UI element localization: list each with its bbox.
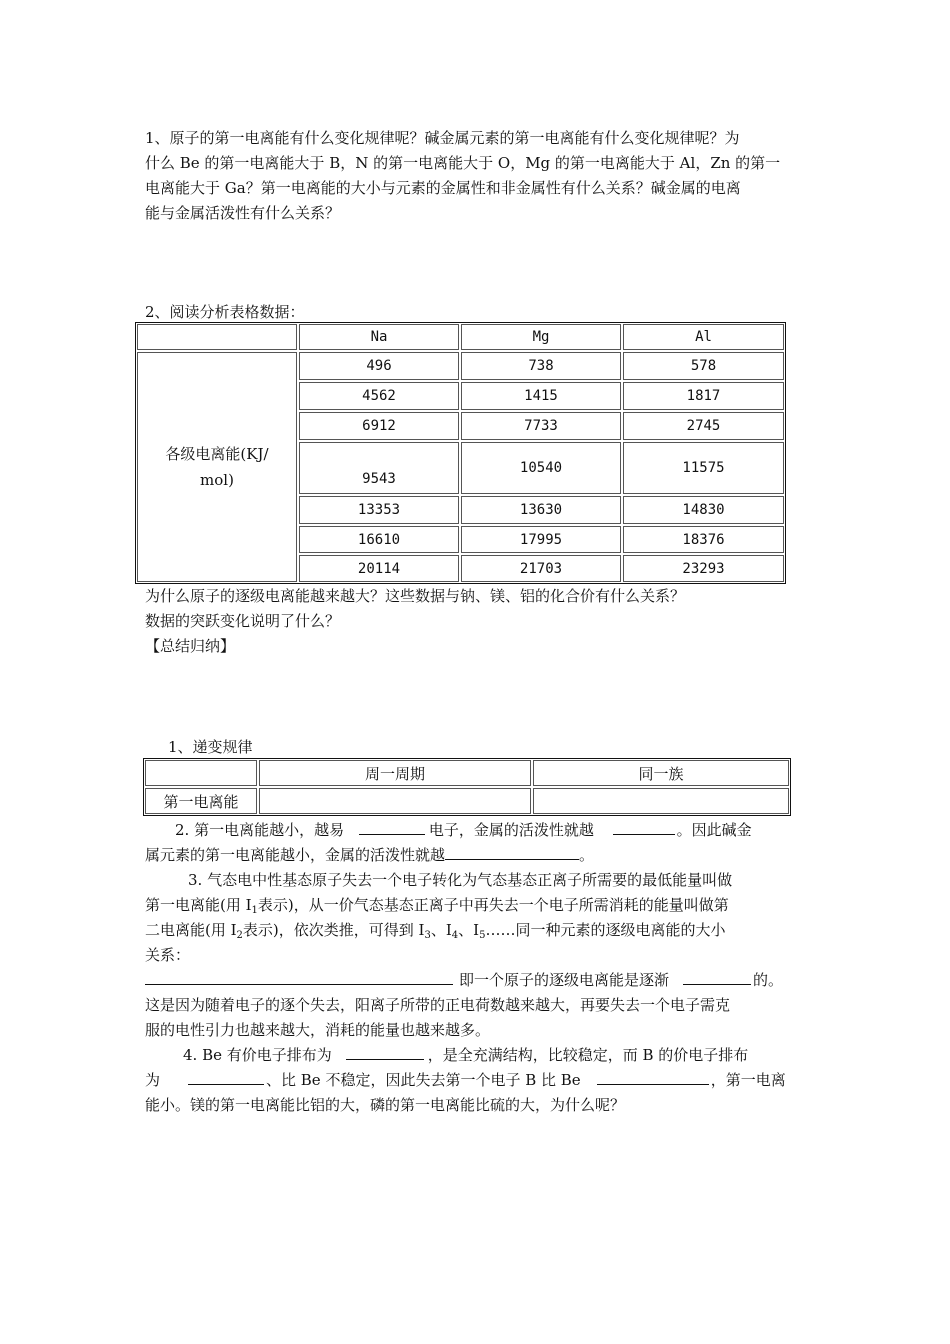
p3-text-c3: 、I <box>430 921 452 939</box>
p2-line-1 <box>175 818 752 842</box>
trend-answer-group[interactable] <box>533 788 789 814</box>
p3-text-e1: 即一个原子的逐级电离能是逐渐 <box>459 971 670 989</box>
p2-text-e: 。 <box>579 846 595 864</box>
value-cell: 738 <box>461 352 621 380</box>
value-cell: 23293 <box>623 555 784 582</box>
p2-text-b: 电子，金属的活泼性就越 <box>428 821 594 839</box>
value-cell: 10540 <box>461 442 621 494</box>
blank-alkali-activity[interactable] <box>445 843 579 860</box>
value-cell: 17995 <box>461 526 621 553</box>
p3-text-c4: 、I <box>458 921 480 939</box>
row-label-line-1: 各级电离能(KJ/ <box>165 445 269 463</box>
subscript: 1 <box>251 905 258 916</box>
header-al: Al <box>623 324 784 350</box>
p3-line-5 <box>145 968 783 992</box>
q2-heading: 2、阅读分析表格数据： <box>145 303 305 321</box>
p3-line-4: 关系： <box>145 946 191 964</box>
value-cell: 1415 <box>461 382 621 410</box>
blank-lose-electron[interactable] <box>359 818 425 835</box>
value-cell: 1817 <box>623 382 784 410</box>
p4-line-1 <box>183 1043 748 1067</box>
p3-line-2 <box>145 893 729 917</box>
q2-question-2: 数据的突跃变化说明了什么？ <box>145 612 341 630</box>
value-cell: 9543 <box>299 442 459 494</box>
q1-line-1: 1、原子的第一电离能有什么变化规律呢？碱金属元素的第一电离能有什么变化规律呢？为 <box>145 129 740 147</box>
value-cell: 578 <box>623 352 784 380</box>
p4-text-e: ，第一电离 <box>710 1071 786 1089</box>
value-cell: 13353 <box>299 496 459 524</box>
p4-text-b: ，是全充满结构，比较稳定，而 B 的价电子排布 <box>427 1046 749 1064</box>
value-cell: 7733 <box>461 412 621 440</box>
header-mg: Mg <box>461 324 621 350</box>
blank-b-config[interactable] <box>188 1068 264 1085</box>
value-cell: 496 <box>299 352 459 380</box>
p4-line-3: 能小。镁的第一电离能比铝的大，磷的第一电离能比硫的大，为什么呢？ <box>145 1096 626 1114</box>
p3-line-6: 这是因为随着电子的逐个失去，阳离子所带的正电荷数越来越大，再要失去一个电子需克 <box>145 996 731 1014</box>
value-cell: 11575 <box>623 442 784 494</box>
q1-line-2: 什么 Be 的第一电离能大于 B，N 的第一电离能大于 O，Mg 的第一电离能大于 Al，Zn 的第一 <box>145 154 781 172</box>
header-na: Na <box>299 324 459 350</box>
p2-text-a: 2. 第一电离能越小，越易 <box>175 821 345 839</box>
trend-row-label: 第一电离能 <box>145 788 257 814</box>
subscript: 3 <box>424 930 431 941</box>
p3-text-c1: 二电离能(用 I <box>145 921 237 939</box>
trend-answer-period[interactable] <box>259 788 531 814</box>
q1-line-3: 电离能大于 Ga？第一电离能的大小与元素的金属性和非金属性有什么关系？碱金属的电离 <box>145 179 741 197</box>
header-empty-cell <box>137 324 297 350</box>
value-cell: 18376 <box>623 526 784 553</box>
blank-be-config[interactable] <box>346 1043 424 1060</box>
p2-line-2 <box>145 843 594 867</box>
trend-header-empty <box>145 760 257 786</box>
row-label-line-2: mol) <box>200 471 234 489</box>
summary-heading: 【总结归纳】 <box>145 637 236 655</box>
value-cell: 2745 <box>623 412 784 440</box>
row-label-cell <box>137 352 297 582</box>
trend-header-period: 周一周期 <box>259 760 531 786</box>
value-cell: 14830 <box>623 496 784 524</box>
value-cell: 21703 <box>461 555 621 582</box>
q1-line-4: 能与金属活泼性有什么关系？ <box>145 204 341 222</box>
p4-text-c: 为 <box>145 1071 161 1089</box>
subscript: 5 <box>479 930 486 941</box>
p3-text-e2: 的。 <box>753 971 784 989</box>
blank-activity[interactable] <box>613 818 675 835</box>
p4-text-a: 4. Be 有价电子排布为 <box>183 1046 332 1064</box>
p3-text-b1: 第一电离能(用 I <box>145 896 252 914</box>
value-cell: 6912 <box>299 412 459 440</box>
p4-line-2 <box>145 1068 786 1092</box>
subscript: 2 <box>236 930 243 941</box>
p3-text-b2: 表示)，从一价气态基态正离子中再失去一个电子所需消耗的能量叫做第 <box>257 896 729 914</box>
p3-text-c5: ……同一种元素的逐级电离能的大小 <box>485 921 726 939</box>
p3-line-1: 3. 气态电中性基态原子失去一个电子转化为气态基态正离子所需要的最低能量叫做 <box>188 871 733 889</box>
subscript: 4 <box>451 930 459 941</box>
q2-question-1: 为什么原子的逐级电离能越来越大？这些数据与钠、镁、铝的化合价有什么关系？ <box>145 587 686 605</box>
value-cell: 4562 <box>299 382 459 410</box>
blank-relation[interactable] <box>145 968 453 985</box>
blank-easier[interactable] <box>597 1068 709 1085</box>
trend-heading: 1、递变规律 <box>168 738 253 756</box>
p4-text-d: 、比 Be 不稳定，因此失去第一个电子 B 比 Be <box>266 1071 581 1089</box>
value-cell: 13630 <box>461 496 621 524</box>
p2-text-d: 属元素的第一电离能越小，金属的活泼性就越 <box>145 846 446 864</box>
value-cell: 16610 <box>299 526 459 553</box>
value-cell: 20114 <box>299 555 459 582</box>
p2-text-c: 。因此碱金 <box>676 821 752 839</box>
p3-text-c2: 表示)，依次类推，可得到 I <box>242 921 425 939</box>
p3-line-7: 服的电性引力也越来越大，消耗的能量也越来越多。 <box>145 1021 491 1039</box>
trend-header-group: 同一族 <box>533 760 789 786</box>
blank-increase[interactable] <box>683 968 751 985</box>
p3-line-3 <box>145 918 725 942</box>
